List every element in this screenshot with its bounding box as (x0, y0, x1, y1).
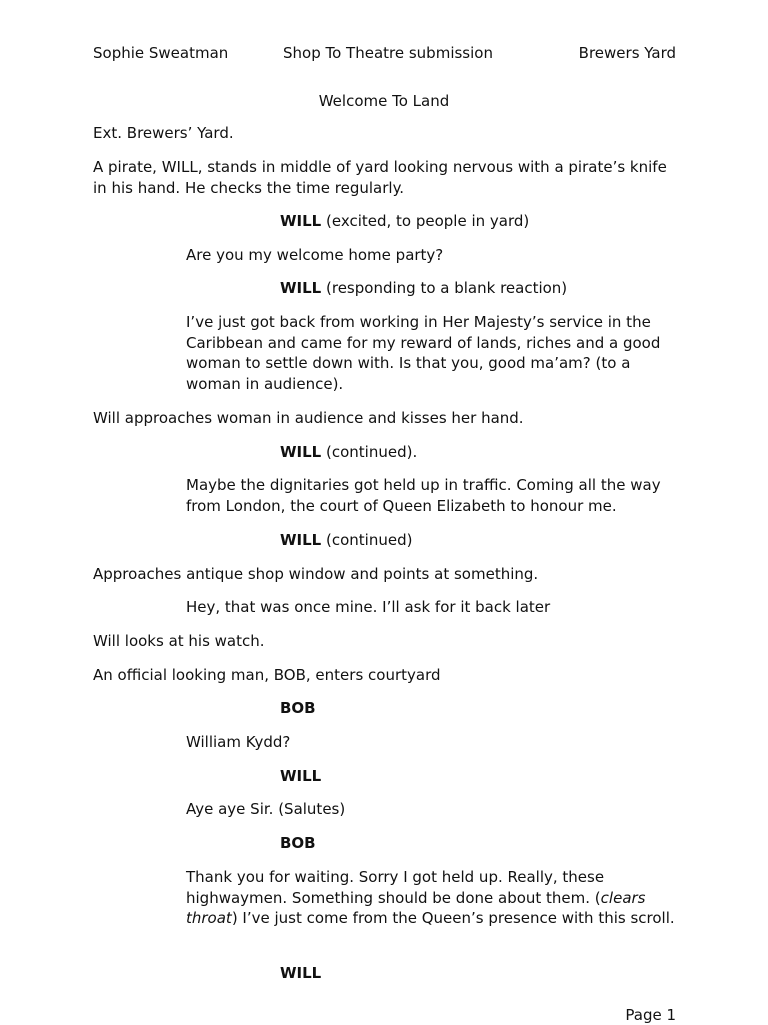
character-name: WILL (280, 964, 322, 982)
dialogue-text: Thank you for waiting. Sorry I got held up. Really, these highwaymen. Something should be done about them. ( (186, 868, 605, 907)
character-name: BOB (280, 699, 316, 717)
character-name: WILL (280, 212, 322, 230)
character-name: BOB (280, 834, 316, 852)
action-paragraph: An official looking man, BOB, enters courtyard (93, 666, 441, 684)
action-paragraph: A pirate, WILL, stands in middle of yard looking nervous with a pirate’s knife in his hand. He checks the time regularly. (93, 158, 667, 197)
header-location: Brewers Yard (578, 44, 676, 62)
dialogue: I’ve just got back from working in Her Majesty’s service in the Caribbean and came for my reward of lands, riches and a good woman to settle down with. Is that you, good ma’am? (to a woman in audience). (186, 313, 661, 394)
character-cue (280, 442, 417, 462)
scene-heading: Ext. Brewers’ Yard. (93, 124, 234, 142)
action-paragraph: Approaches antique shop window and points at something. (93, 565, 539, 583)
character-cue (280, 963, 321, 983)
action-paragraph: Will looks at his watch. (93, 632, 265, 650)
character-cue (280, 833, 316, 853)
dialogue: Hey, that was once mine. I’ll ask for it back later (186, 598, 551, 616)
character-name: WILL (280, 531, 322, 549)
character-name: WILL (280, 443, 322, 461)
parenthetical: (continued) (321, 531, 413, 549)
parenthetical: (continued). (321, 443, 418, 461)
header-submission: Shop To Theatre submission (283, 44, 493, 62)
dialogue: William Kydd? (186, 733, 291, 751)
character-cue (280, 766, 321, 786)
character-cue (280, 211, 529, 231)
dialogue: Maybe the dignitaries got held up in traffic. Coming all the way from London, the court of Queen Elizabeth to honour me. (186, 476, 661, 515)
dialogue: Aye aye Sir. (Salutes) (186, 800, 346, 818)
character-cue (280, 698, 316, 718)
stage-direction: clears throat (186, 888, 646, 928)
action-paragraph: Will approaches woman in audience and kisses her hand. (93, 409, 524, 427)
dialogue: Are you my welcome home party? (186, 246, 444, 264)
header-author: Sophie Sweatman (93, 44, 229, 62)
character-name: WILL (280, 279, 322, 297)
dialogue (186, 867, 678, 929)
character-name: WILL (280, 767, 322, 785)
page-number: Page 1 (625, 1006, 676, 1024)
character-cue (280, 530, 412, 550)
page-title: Welcome To Land (318, 92, 450, 110)
character-cue (280, 278, 567, 298)
parenthetical: (excited, to people in yard) (321, 212, 530, 230)
dialogue-text: ) I’ve just come from the Queen’s presence with this scroll. (231, 909, 675, 928)
parenthetical: (responding to a blank reaction) (321, 279, 568, 297)
